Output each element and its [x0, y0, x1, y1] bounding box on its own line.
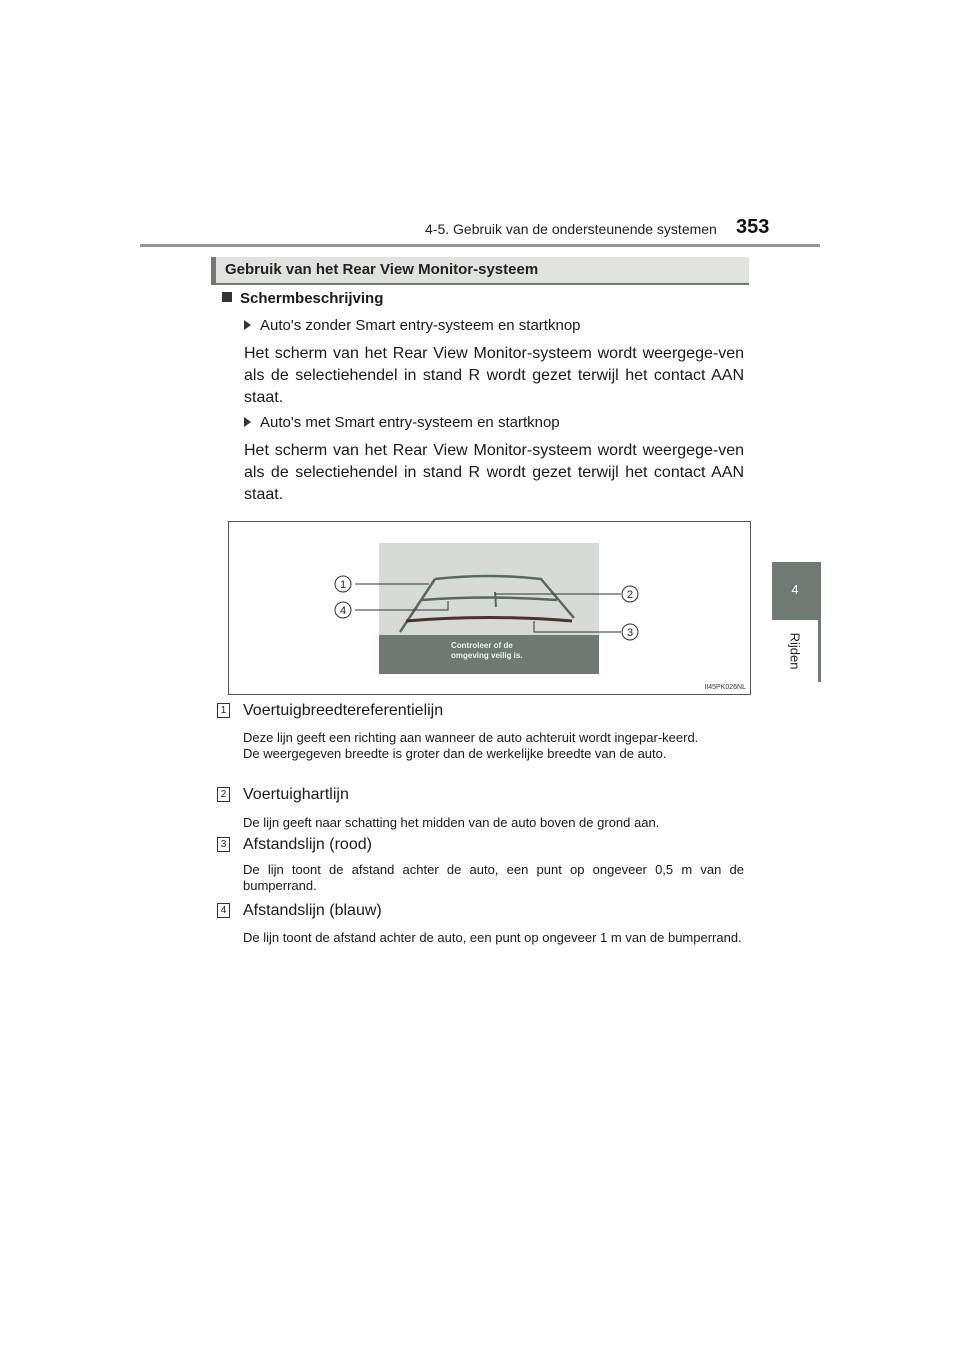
chapter-tab-strip — [818, 562, 821, 682]
item-description-2: De lijn geeft naar schatting het midden van de auto boven de grond aan. — [243, 815, 660, 830]
item-title-3: Afstandslijn (rood) — [243, 836, 372, 853]
item-number-1: 1 — [217, 703, 230, 718]
section-title: Gebruik van het Rear View Monitor-systeem — [225, 261, 539, 278]
triangle-bullet-icon — [244, 320, 251, 330]
figure-code: II45PK026NL — [704, 684, 746, 691]
callout-leader-3 — [534, 621, 621, 632]
callout-label-3: 3 — [626, 627, 634, 639]
item-title-2: Voertuighartlijn — [243, 786, 349, 803]
item-description-1: Deze lijn geeft een richting aan wanneer de auto achteruit wordt ingepar-keerd. De weergegeven breedte is groter dan de werkelijke breedte van de auto. — [243, 730, 699, 761]
item-title-1: Voertuigbreedtereferentielijn — [243, 702, 444, 719]
case-bullet-2 — [244, 414, 560, 431]
item-number-4: 4 — [217, 903, 230, 918]
callout-label-1: 1 — [339, 579, 347, 591]
triangle-bullet-icon — [244, 417, 251, 427]
section-heading-bar — [211, 257, 749, 285]
screen-message: Controleer of de omgeving veilig is. — [451, 641, 523, 660]
chapter-number: 4 — [791, 582, 799, 597]
distance-line-blue — [422, 598, 557, 601]
case-bullet-1 — [244, 317, 581, 334]
rear-view-monitor-figure — [228, 521, 751, 695]
item-number-3: 3 — [217, 837, 230, 852]
subsection-heading — [222, 290, 383, 307]
case-paragraph-1: Het scherm van het Rear View Monitor-systeem wordt weergege-ven als de selectiehendel in stand R wordt gezet terwijl het contact AAN staat. — [244, 345, 744, 406]
header-divider — [140, 244, 820, 247]
case-bullet-text: Auto's zonder Smart entry-systeem en startknop — [260, 317, 581, 334]
case-paragraph-2: Het scherm van het Rear View Monitor-systeem wordt weergege-ven als de selectiehendel in stand R wordt gezet terwijl het contact AAN staat. — [244, 442, 744, 503]
callout-label-2: 2 — [626, 589, 634, 601]
item-title-4: Afstandslijn (blauw) — [243, 902, 382, 919]
distance-line-red — [406, 618, 572, 622]
chapter-label-container — [772, 620, 818, 682]
callout-label-4: 4 — [339, 605, 347, 617]
chapter-tab — [772, 562, 818, 620]
square-bullet-icon — [222, 292, 232, 302]
item-number-2: 2 — [217, 787, 230, 802]
page-number: 353 — [736, 216, 770, 238]
chapter-label: Rijden — [787, 632, 803, 670]
subsection-title: Schermbeschrijving — [240, 290, 384, 307]
case-bullet-text: Auto's met Smart entry-systeem en startknop — [260, 414, 560, 431]
callout-leader-4 — [355, 601, 448, 610]
item-description-3: De lijn toont de afstand achter de auto, een punt op ongeveer 0,5 m van de bumperrand. — [243, 862, 744, 893]
running-header: 4-5. Gebruik van de ondersteunende systemen — [425, 221, 717, 237]
item-description-4: De lijn toont de afstand achter de auto, een punt op ongeveer 1 m van de bumperrand. — [243, 930, 742, 945]
guide-lines-diagram — [229, 522, 750, 694]
